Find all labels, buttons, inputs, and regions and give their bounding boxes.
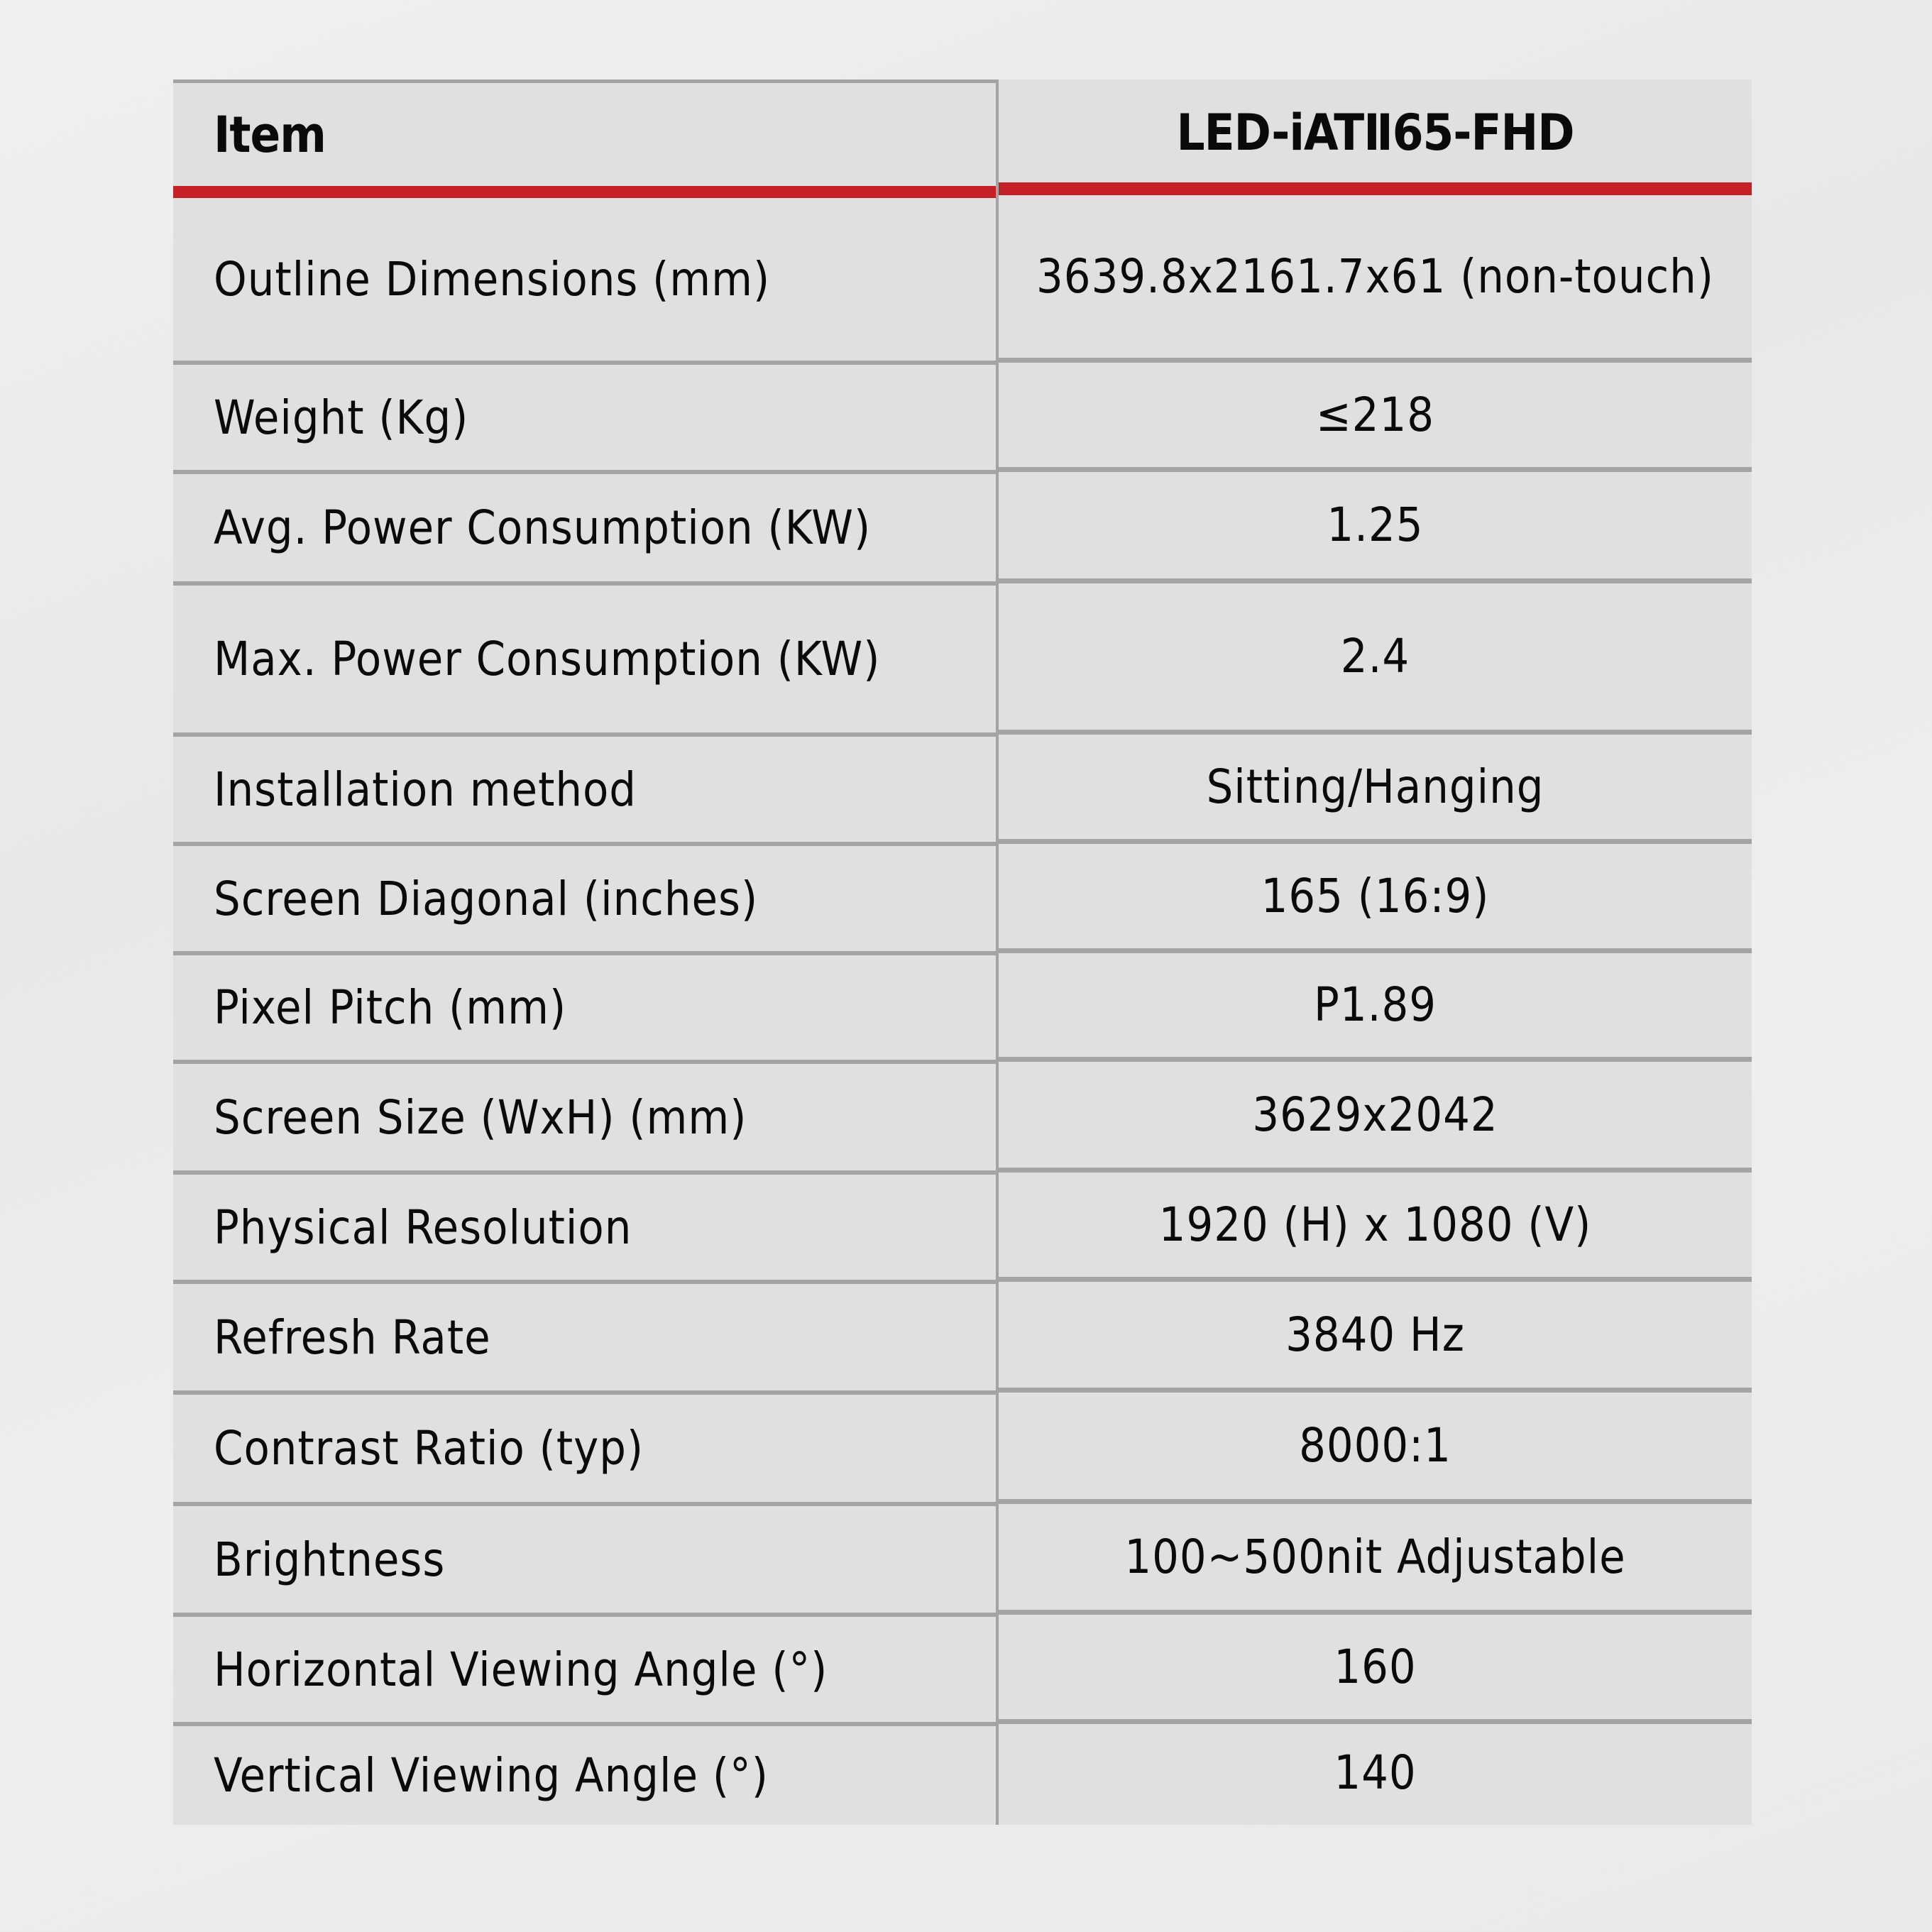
spec-row-value: P1.89 bbox=[1314, 977, 1437, 1032]
spec-row-label: Horizontal Viewing Angle (°) bbox=[214, 1642, 828, 1697]
spec-row-label: Screen Diagonal (inches) bbox=[214, 871, 759, 926]
spec-row-value: ≤218 bbox=[1315, 387, 1435, 442]
spec-row-value: 1920 (H) x 1080 (V) bbox=[1158, 1197, 1592, 1252]
spec-row-value: 160 bbox=[1334, 1639, 1417, 1694]
spec-row-label: Pixel Pitch (mm) bbox=[214, 980, 567, 1035]
header-item-label: Item bbox=[214, 105, 326, 164]
spec-row-label: Installation method bbox=[214, 762, 637, 817]
spec-row-label: Vertical Viewing Angle (°) bbox=[214, 1748, 769, 1803]
spec-row-value: 3840 Hz bbox=[1285, 1307, 1465, 1362]
spec-row-label: Max. Power Consumption (KW) bbox=[214, 632, 881, 686]
spec-table bbox=[173, 79, 1752, 1825]
spec-row-value: 1.25 bbox=[1327, 498, 1424, 552]
spec-row-value: 3639.8x2161.7x61 (non-touch) bbox=[1036, 249, 1714, 304]
spec-row-label: Weight (Kg) bbox=[214, 390, 469, 445]
spec-row-value: 165 (16:9) bbox=[1261, 868, 1490, 923]
spec-row-label: Brightness bbox=[214, 1532, 446, 1587]
spec-row-value: 2.4 bbox=[1340, 629, 1410, 684]
spec-row-label: Physical Resolution bbox=[214, 1200, 632, 1255]
spec-row-value: 8000:1 bbox=[1299, 1418, 1451, 1473]
spec-row-label: Avg. Power Consumption (KW) bbox=[214, 500, 872, 555]
spec-row-value: 100~500nit Adjustable bbox=[1124, 1529, 1626, 1584]
spec-row-label: Outline Dimensions (mm) bbox=[214, 252, 771, 307]
spec-row-value: 3629x2042 bbox=[1252, 1087, 1498, 1142]
spec-row-value: Sitting/Hanging bbox=[1206, 759, 1544, 814]
header-accent-line-left bbox=[173, 186, 996, 198]
spec-row-label: Refresh Rate bbox=[214, 1310, 491, 1365]
spec-row-value: 140 bbox=[1334, 1745, 1417, 1800]
spec-row-label: Screen Size (WxH) (mm) bbox=[214, 1090, 747, 1145]
spec-row-label: Contrast Ratio (typ) bbox=[214, 1421, 644, 1476]
header-model-name: LED-iATⅡ65-FHD bbox=[1176, 104, 1574, 162]
header-accent-line-right bbox=[999, 182, 1752, 195]
